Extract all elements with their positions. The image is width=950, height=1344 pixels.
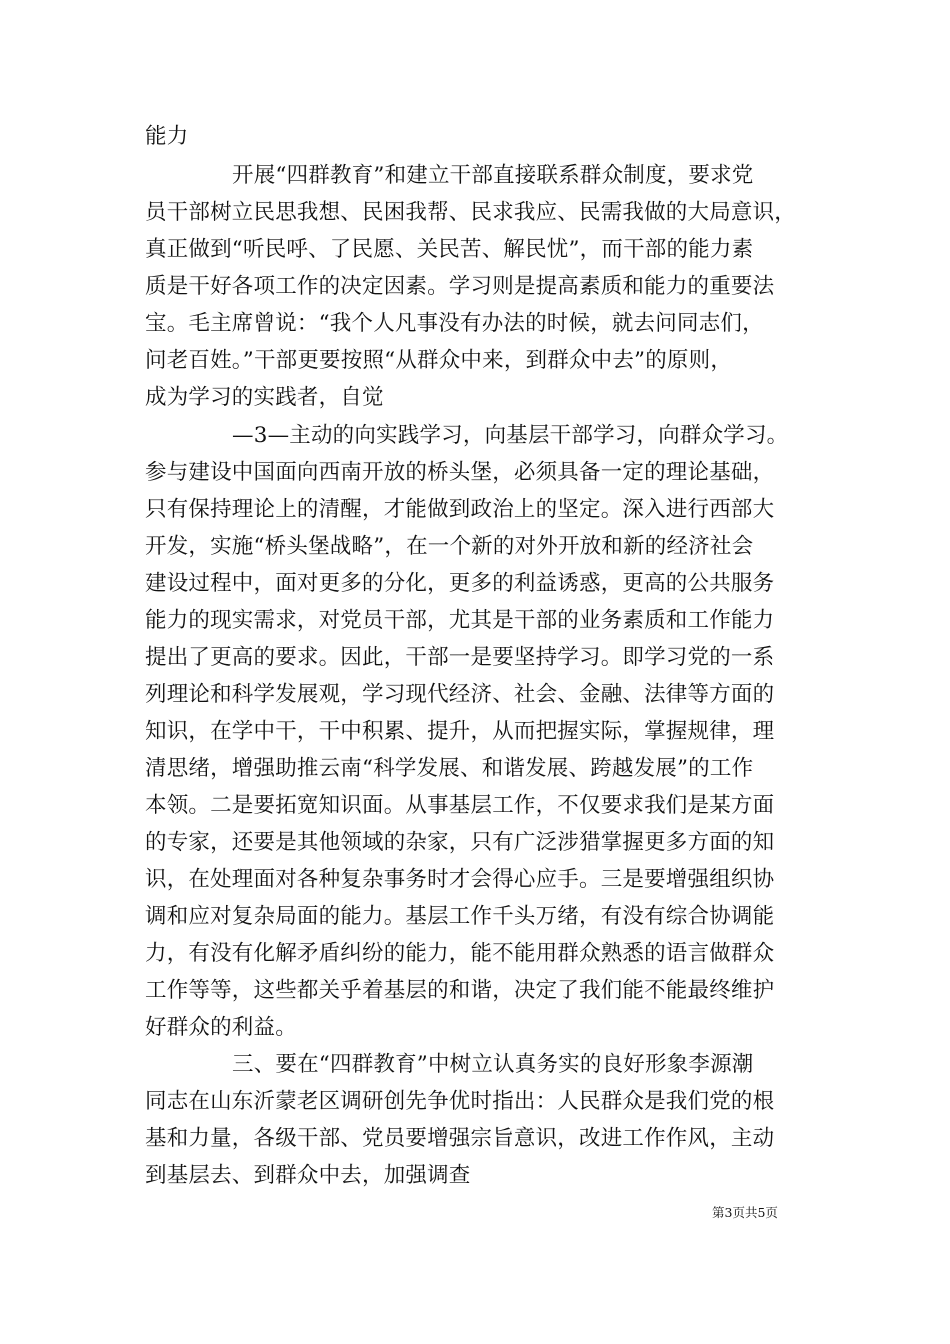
text-line: 识，在处理面对各种复杂事务时才会得心应手。三是要增强组织协 bbox=[145, 867, 775, 892]
text-line: 列理论和科学发展观，学习现代经济、社会、金融、法律等方面的 bbox=[145, 682, 775, 707]
text-line: 知识，在学中干，干中积累、提升，从而把握实际，掌握规律，理 bbox=[145, 719, 775, 744]
text-line: 建设过程中，面对更多的分化，更多的利益诱惑，更高的公共服务 bbox=[145, 571, 775, 596]
text-line: 宝。毛主席曾说：“我个人凡事没有办法的时候，就去问同志们， bbox=[145, 311, 764, 336]
text-line: 清思绪，增强助推云南“科学发展、和谐发展、跨越发展”的工作 bbox=[145, 756, 754, 781]
text-line: 工作等等，这些都关乎着基层的和谐，决定了我们能不能最终维护 bbox=[145, 978, 775, 1003]
text-line: 问老百姓。”干部更要按照“从群众中来，到群众中去”的原则， bbox=[145, 348, 733, 373]
paragraph-start-line: —3—主动的向实践学习，向基层干部学习，向群众学习。 bbox=[232, 423, 789, 448]
text-line: 质是干好各项工作的决定因素。学习则是提高素质和能力的重要法 bbox=[145, 274, 775, 299]
page-number-footer: 第3页共5页 bbox=[712, 1205, 778, 1220]
text-line: 同志在山东沂蒙老区调研创先争优时指出：人民群众是我们党的根 bbox=[145, 1089, 775, 1114]
text-line: 成为学习的实践者，自觉 bbox=[145, 385, 384, 410]
text-line: 本领。二是要拓宽知识面。从事基层工作，不仅要求我们是某方面 bbox=[145, 793, 775, 818]
text-line: 调和应对复杂局面的能力。基层工作千头万绪，有没有综合协调能 bbox=[145, 904, 775, 929]
text-line: 好群众的利益。 bbox=[145, 1015, 297, 1040]
paragraph-start-line: 开展“四群教育”和建立干部直接联系群众制度，要求党 bbox=[232, 163, 754, 188]
text-line: 力，有没有化解矛盾纠纷的能力，能不能用群众熟悉的语言做群众 bbox=[145, 941, 775, 966]
text-line: 的专家，还要是其他领域的杂家，只有广泛涉猎掌握更多方面的知 bbox=[145, 830, 775, 855]
text-line: 真正做到“听民呼、了民愿、关民苦、解民忧”，而干部的能力素 bbox=[145, 237, 754, 262]
text-line: 能力的现实需求，对党员干部，尤其是干部的业务素质和工作能力 bbox=[145, 608, 775, 633]
text-line: 能力 bbox=[145, 124, 189, 149]
text-line: 到基层去、到群众中去，加强调查 bbox=[145, 1163, 471, 1188]
text-line: 开发，实施“桥头堡战略”，在一个新的对外开放和新的经济社会 bbox=[145, 534, 754, 559]
text-line: 只有保持理论上的清醒，才能做到政治上的坚定。深入进行西部大 bbox=[145, 497, 775, 522]
text-line: 提出了更高的要求。因此，干部一是要坚持学习。即学习党的一系 bbox=[145, 645, 775, 670]
text-line: 参与建设中国面向西南开放的桥头堡，必须具备一定的理论基础， bbox=[145, 460, 775, 485]
text-line: 员干部树立民思我想、民困我帮、民求我应、民需我做的大局意识， bbox=[145, 200, 797, 225]
text-line: 基和力量，各级干部、党员要增强宗旨意识，改进工作作风，主动 bbox=[145, 1126, 775, 1151]
paragraph-start-line: 三、要在“四群教育”中树立认真务实的良好形象李源潮 bbox=[232, 1052, 754, 1077]
